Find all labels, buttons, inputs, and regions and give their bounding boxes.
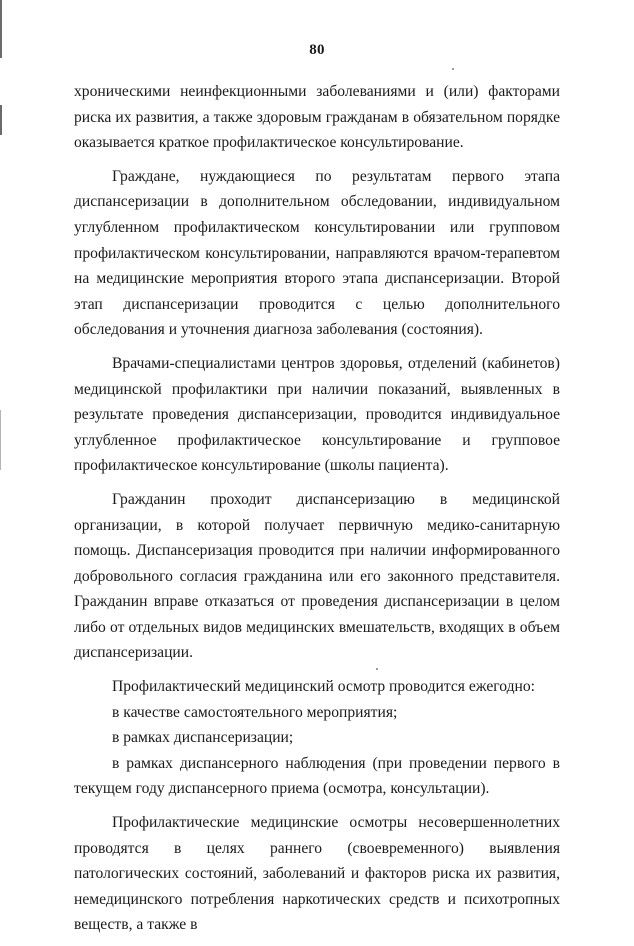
paragraph: Гражданин проходит диспансеризацию в медицинской организации, в которой получает первичную медико-санитарную помощь. Диспансеризация проводится при наличии информированного добровольного согласия гражданина или его законного представителя. Гражданин вправе отказаться от проведения диспансеризации в целом либо от отдельных видов медицинских вмешательств, входящих в объем диспансеризации. — [74, 490, 560, 662]
paragraph: Профилактический медицинский осмотр проводится ежегодно: — [112, 678, 536, 696]
paragraph: Профилактические медицинские осмотры несовершеннолетних проводятся в целях раннего (своевременного) выявления патологических состояний, заболеваний и факторов риска их развития, немедицинского потребления наркотических средств и психотропных веществ, а также в — [74, 814, 560, 934]
list-item: в рамках диспансерного наблюдения (при проведении первого в текущем году диспансерного приема (осмотра, консультации). — [74, 754, 560, 798]
document-body — [74, 79, 560, 946]
paragraph: Врачами-специалистами центров здоровья, отделений (кабинетов) медицинской профилактики при наличии показаний, выявленных в результате проведения диспансеризации, проводится индивидуальное углубленное профилактическое консультирование и групповое профилактическое консультирование (школы пациента). — [74, 354, 560, 475]
page-number: 80 — [309, 42, 325, 58]
paragraph: хроническими неинфекционными заболеваниями и (или) факторами риска их развития, а также здоровым гражданам в обязательном порядке оказывается краткое профилактическое консультирование. — [74, 83, 560, 152]
paragraph: Граждане, нуждающиеся по результатам первого этапа диспансеризации в дополнительном обследовании, индивидуальном углубленном профилактическом консультировании или групповом профилактическом консультировании, направляются врачом-терапевтом на медицинские мероприятия второго этапа диспансеризации. Второй этап диспансеризации проводится с целью дополнительного обследования и уточнения диагноза заболевания (состояния). — [74, 167, 560, 339]
scan-speck — [452, 68, 454, 70]
list-item: в рамках диспансеризации; — [112, 729, 294, 747]
scan-edge-mark — [0, 105, 2, 135]
list-item: в качестве самостоятельного мероприятия; — [112, 703, 398, 721]
scan-edge-mark — [0, 410, 1, 470]
